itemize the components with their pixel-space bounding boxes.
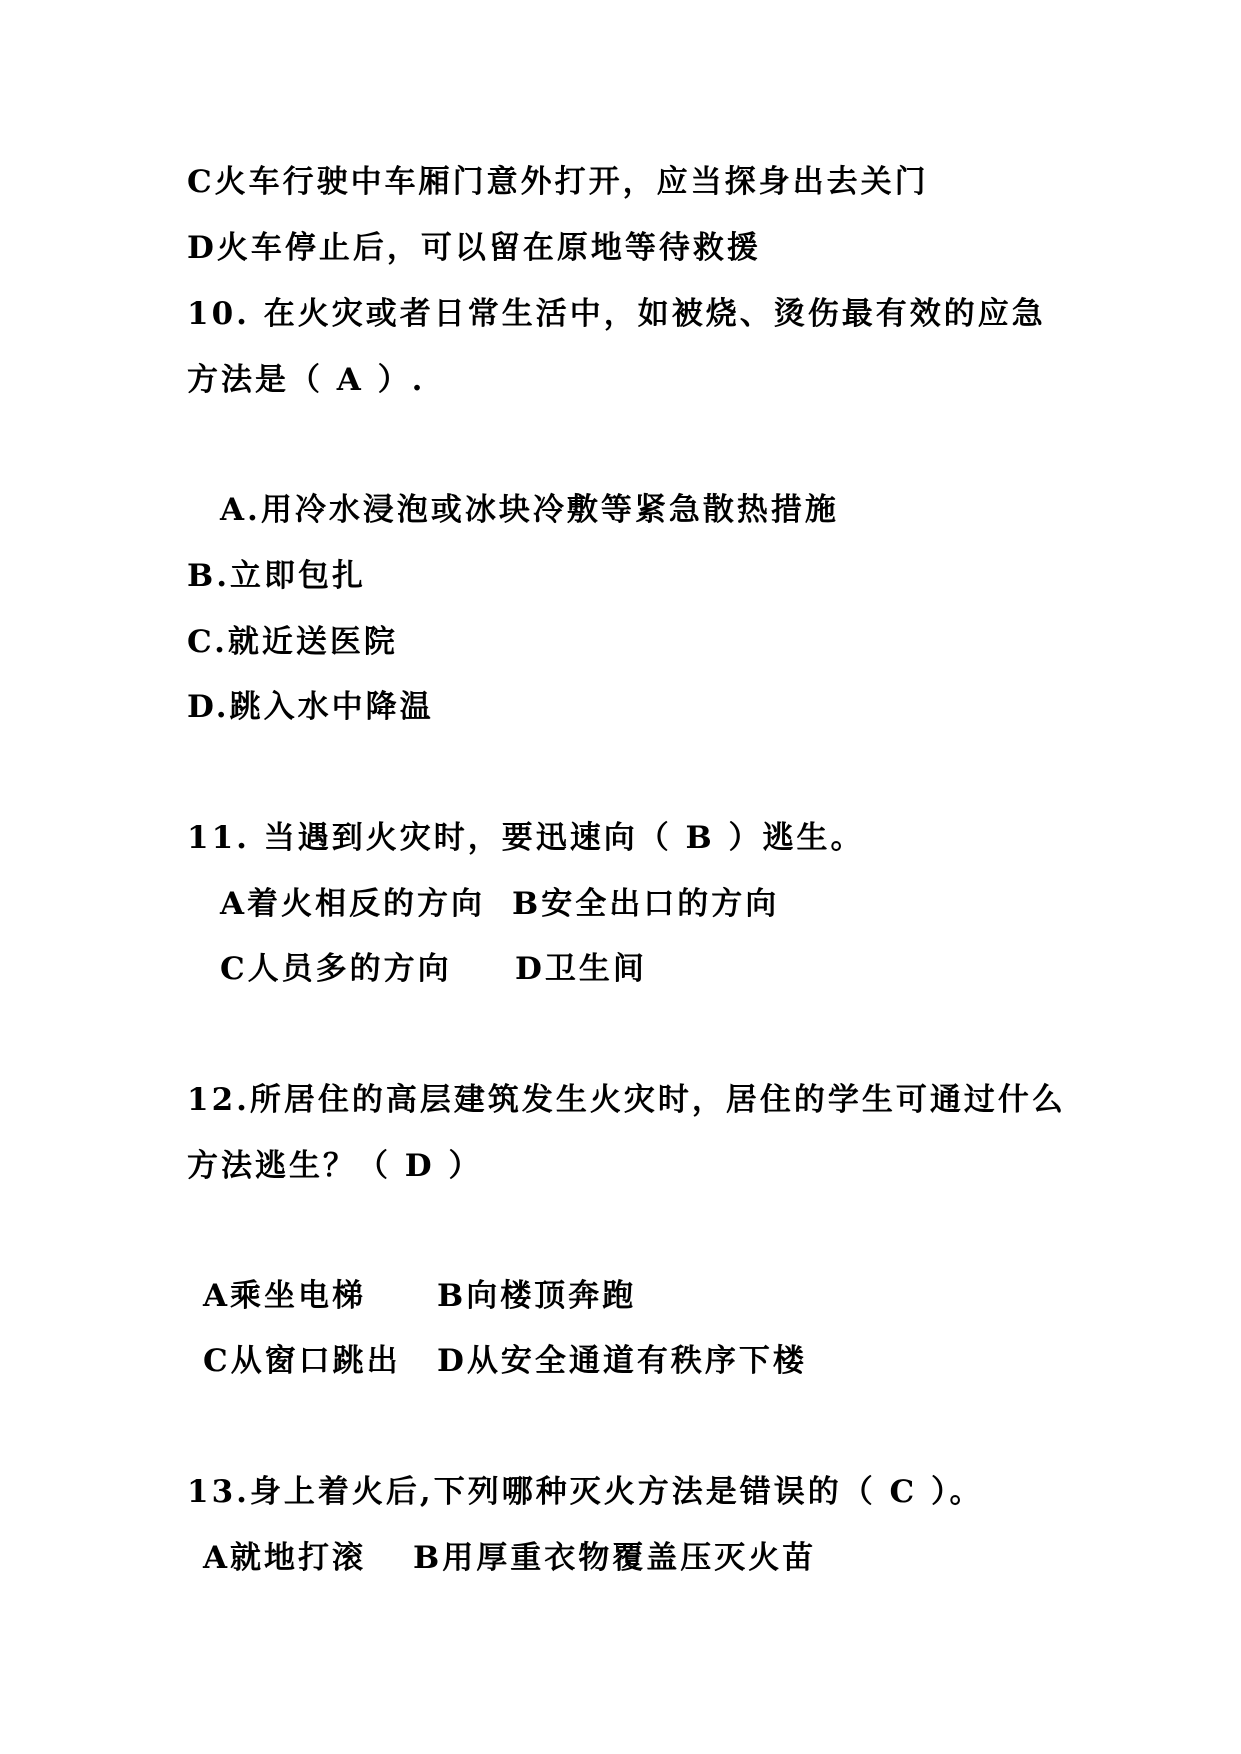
q10-option-a: A.用冷水浸泡或冰块冷敷等紧急散热措施 [220,492,839,528]
q10-option-c: C.就近送医院 [187,624,398,660]
q10-stem-line2: 方法是（ A ）. [187,362,426,398]
q12-stem-line1: 12.所居住的高层建筑发生火灾时，居住的学生可通过什么 [187,1082,1066,1118]
q12-option-b: B向楼顶奔跑 [437,1278,637,1314]
q12-option-c: C从窗口跳出 [203,1343,401,1379]
q13-option-b: B用厚重衣物覆盖压灭火苗 [413,1540,817,1576]
q11-option-c: C人员多的方向 [220,951,452,987]
q9-option-c: C火车行驶中车厢门意外打开，应当探身出去关门 [187,164,929,200]
q11-option-a: A着火相反的方向 [220,886,486,922]
q13-stem: 13.身上着火后,下列哪种灭火方法是错误的（ C ）。 [187,1474,984,1510]
q10-stem-line1: 10. 在火灾或者日常生活中，如被烧、烫伤最有效的应急 [187,296,1046,332]
q11-option-b: B安全出口的方向 [512,886,780,922]
q12-option-d: D从安全通道有秩序下楼 [437,1343,807,1379]
q10-option-b: B.立即包扎 [187,558,366,594]
q12-option-a: A乘坐电梯 [203,1278,367,1314]
q10-option-d: D.跳入水中降温 [187,689,434,725]
q11-stem: 11. 当遇到火灾时，要迅速向（ B ）逃生。 [187,820,865,856]
q11-option-d: D卫生间 [515,951,647,987]
q13-option-a: A就地打滚 [203,1540,367,1576]
q9-option-d: D火车停止后，可以留在原地等待救援 [187,230,761,266]
q12-stem-line2: 方法逃生？（ D ） [187,1148,483,1184]
